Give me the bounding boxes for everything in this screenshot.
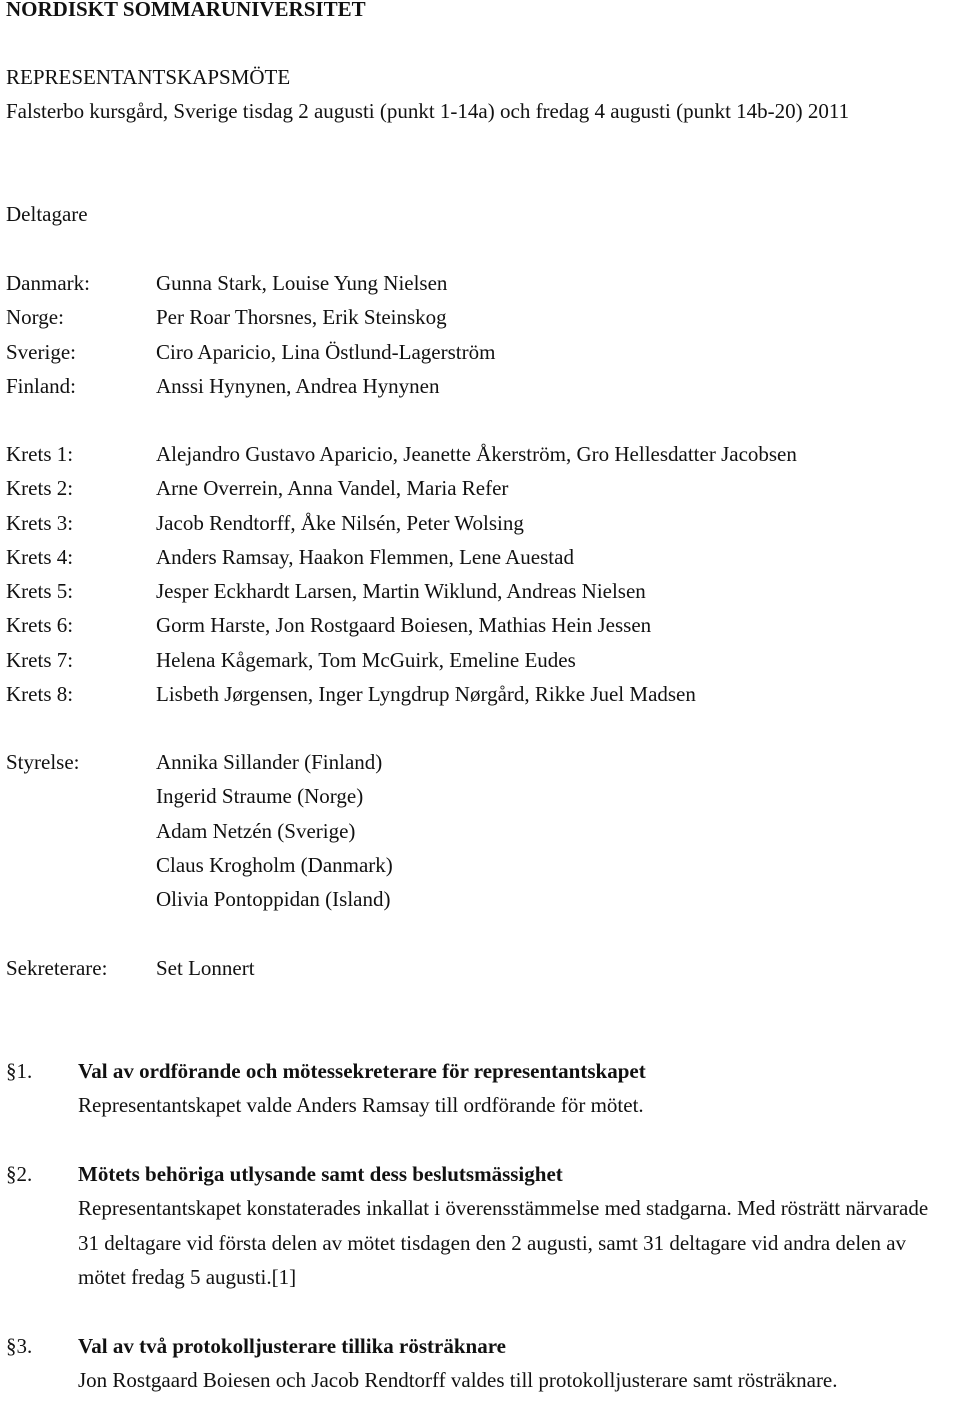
participants-heading — [6, 197, 88, 231]
agenda-item-number: §1. — [6, 1059, 33, 1083]
krets-member-list: Arne Overrein, Anna Vandel, Maria Refer — [156, 476, 509, 501]
styrelse-members — [156, 745, 956, 916]
country-label: Finland: — [6, 373, 77, 398]
styrelse-label: Styrelse: — [6, 750, 80, 774]
krets-member-list: Jacob Rendtorff, Åke Nilsén, Peter Wolsing — [156, 510, 524, 535]
styrelse-member: Adam Netzén (Sverige) — [156, 818, 356, 843]
krets-member-list: Anders Ramsay, Haakon Flemmen, Lene Auestad — [156, 544, 574, 569]
country-labels — [6, 266, 151, 403]
styrelse-member: Ingerid Straume (Norge) — [156, 784, 364, 809]
agenda-item-title: Mötets behöriga utlysande samt dess beslutsmässighet — [78, 1162, 563, 1186]
country-member-list: Gunna Stark, Louise Yung Nielsen — [156, 271, 448, 295]
agenda-item-body: Representantskapet valde Anders Ramsay till ordförande för mötet. — [78, 1093, 644, 1118]
krets-member-list: Gorm Harste, Jon Rostgaard Boiesen, Mathias Hein Jessen — [156, 613, 652, 638]
country-member-list: Per Roar Thorsnes, Erik Steinskog — [156, 305, 447, 330]
agenda-item-title: Val av ordförande och mötessekreterare för representantskapet — [78, 1059, 646, 1083]
krets-label: Krets 4: — [6, 544, 74, 569]
styrelse-member: Olivia Pontoppidan (Island) — [156, 887, 391, 912]
participants-heading-text: Deltagare — [6, 202, 88, 226]
meeting-title: REPRESENTANTSKAPSMÖTE — [6, 65, 291, 89]
agenda-item-number: §2. — [6, 1162, 33, 1186]
agenda-item-body: Jon Rostgaard Boiesen och Jacob Rendtorff valdes till protokolljusterare samt rösträknare. — [78, 1368, 838, 1393]
country-member-list: Anssi Hynynen, Andrea Hynynen — [156, 373, 440, 398]
krets-label: Krets 3: — [6, 510, 74, 535]
styrelse-member: Annika Sillander (Finland) — [156, 750, 383, 774]
agenda-item-3 — [6, 1329, 946, 1398]
country-member-list: Ciro Aparicio, Lina Östlund-Lagerström — [156, 339, 496, 364]
agenda-item-number: §3. — [6, 1334, 33, 1358]
styrelse-member: Claus Krogholm (Danmark) — [156, 852, 393, 877]
krets-member-list: Jesper Eckhardt Larsen, Martin Wiklund, Andreas Nielsen — [156, 579, 646, 604]
country-members — [156, 266, 956, 403]
country-label: Norge: — [6, 305, 64, 330]
country-label: Danmark: — [6, 271, 90, 295]
krets-members — [156, 437, 956, 711]
sekreterare-label: Sekreterare: — [6, 956, 108, 980]
krets-label: Krets 6: — [6, 613, 74, 638]
agenda-item-1 — [6, 1054, 946, 1123]
sekreterare-value-col — [156, 951, 956, 985]
krets-label: Krets 2: — [6, 476, 74, 501]
agenda-item-2 — [6, 1157, 946, 1294]
meeting-header — [6, 60, 956, 129]
krets-label: Krets 7: — [6, 647, 74, 672]
meeting-place-date: Falsterbo kursgård, Sverige tisdag 2 augusti (punkt 1-14a) och fredag 4 augusti (punkt 14b-20) 2011 — [6, 99, 850, 124]
organization-title: NORDISKT SOMMARUNIVERSITET — [6, 0, 366, 21]
krets-member-list: Alejandro Gustavo Aparicio, Jeanette Åkerström, Gro Hellesdatter Jacobsen — [156, 442, 797, 466]
krets-label: Krets 5: — [6, 579, 74, 604]
krets-member-list: Lisbeth Jørgensen, Inger Lyngdrup Nørgård, Rikke Juel Madsen — [156, 682, 696, 707]
krets-member-list: Helena Kågemark, Tom McGuirk, Emeline Eudes — [156, 647, 576, 672]
agenda-item-title: Val av två protokolljusterare tillika rösträknare — [78, 1334, 506, 1358]
agenda-item-body: Representantskapet konstaterades inkallat i överensstämmelse med stadgarna. Med rösträtt närvarade 31 deltagare vid första delen av mötet tisdagen den 2 augusti, samt 31 deltagare vid andra delen av mötet fredag 5 augusti.[1] — [78, 1196, 929, 1289]
styrelse-label-col — [6, 745, 151, 779]
krets-label: Krets 1: — [6, 442, 74, 466]
country-label: Sverige: — [6, 339, 76, 364]
sekreterare-label-col — [6, 951, 151, 985]
krets-labels — [6, 437, 151, 711]
krets-label: Krets 8: — [6, 682, 74, 707]
sekreterare-name: Set Lonnert — [156, 956, 255, 980]
